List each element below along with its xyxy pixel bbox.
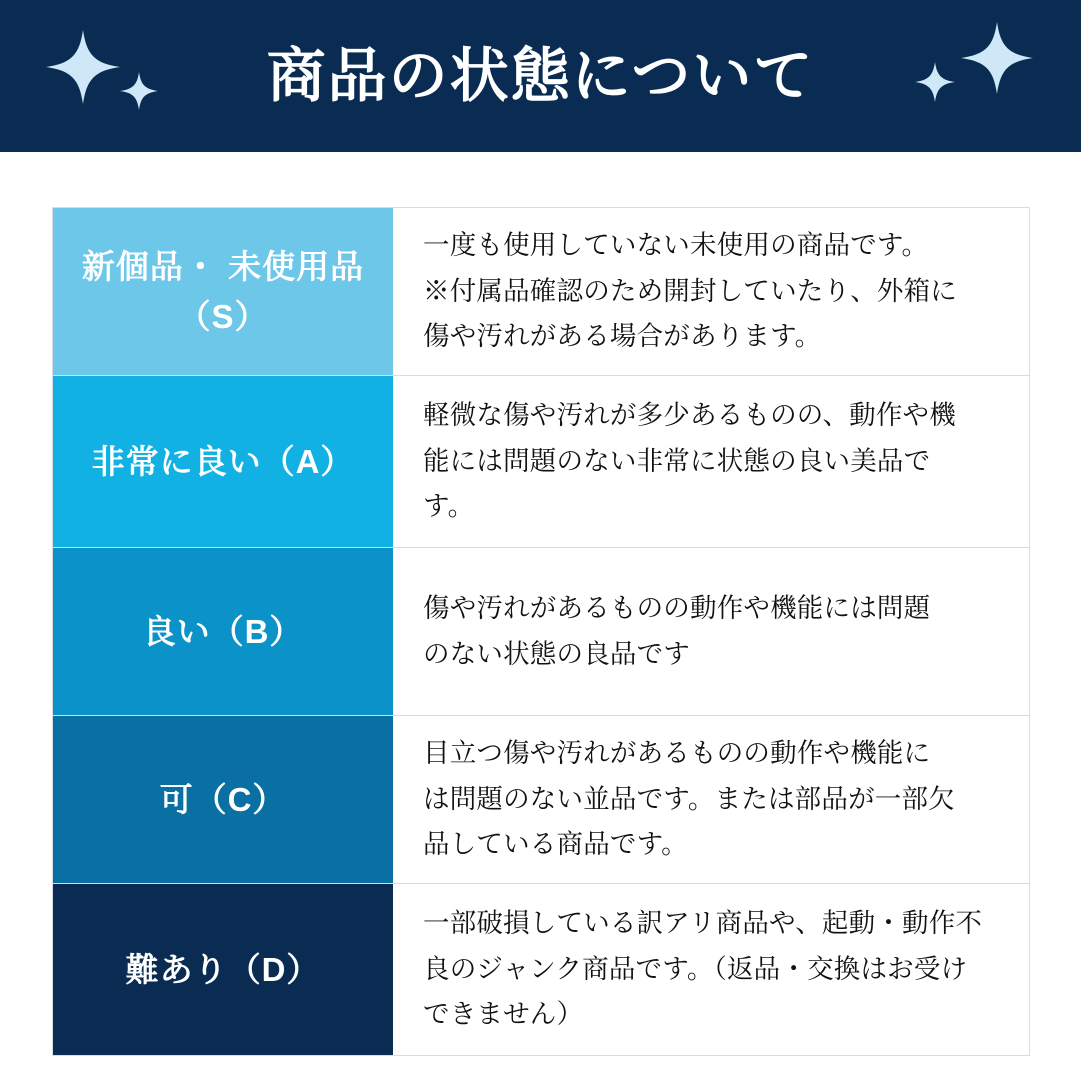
page-title: 商品の状態について — [266, 42, 815, 109]
grade-label-s-line1: 新個品・ — [81, 248, 218, 285]
table-row — [53, 208, 1029, 376]
grade-label-s-line2: 未使用品（S） — [177, 248, 365, 335]
grade-label-s — [53, 208, 393, 375]
description-d — [393, 884, 1029, 1055]
description-c — [393, 716, 1029, 883]
grade-label-a-line1: 非常に良い（A） — [91, 442, 355, 480]
table-row — [53, 376, 1029, 548]
grade-label-a — [53, 376, 393, 547]
table-row — [53, 548, 1029, 716]
description-d-line3: できません） — [423, 999, 584, 1030]
header-banner — [0, 0, 1081, 152]
sparkle-icon-left-large — [46, 30, 120, 104]
description-b-line2: のない状態の良品です — [423, 638, 690, 669]
description-d-line2: 良のジャンク商品です。（返品・交換はお受け — [423, 953, 968, 984]
grade-label-d — [53, 884, 393, 1055]
grade-label-c-line1: 可（C） — [159, 780, 287, 818]
table-row — [53, 716, 1029, 884]
grade-label-c — [53, 716, 393, 883]
grade-label-d-line1: 難あり（D） — [125, 950, 321, 988]
description-s-line3: 傷や汚れがある場合があります。 — [423, 321, 822, 352]
description-a-line2: 能には問題のない非常に状態の良い美品で — [423, 445, 931, 476]
description-a-line3: す。 — [423, 491, 475, 522]
description-c-line1: 目立つ傷や汚れがあるものの動作や機能に — [423, 738, 931, 769]
table-row — [53, 884, 1029, 1056]
description-a — [393, 376, 1029, 547]
grade-label-b — [53, 548, 393, 715]
condition-table — [52, 207, 1030, 1056]
description-b-line1: 傷や汚れがあるものの動作や機能には問題 — [423, 592, 931, 623]
description-s-line1: 一度も使用していない未使用の商品です。 — [423, 230, 929, 261]
sparkle-icon-right-large — [961, 22, 1033, 94]
description-s — [393, 208, 1029, 375]
sparkle-icon-left-small — [120, 72, 158, 110]
description-a-line1: 軽微な傷や汚れが多少あるものの、動作や機 — [423, 400, 956, 431]
description-s-line2: ※付属品確認のため開封していたり、外箱に — [423, 275, 957, 306]
grade-label-b-line1: 良い（B） — [142, 612, 304, 650]
description-d-line1: 一部破損している訳アリ商品や、起動・動作不 — [423, 908, 983, 939]
description-c-line3: 品している商品です。 — [423, 829, 688, 860]
description-c-line2: は問題のない並品です。または部品が一部欠 — [423, 783, 955, 814]
description-b — [393, 548, 1029, 715]
sparkle-icon-right-small — [915, 62, 955, 102]
